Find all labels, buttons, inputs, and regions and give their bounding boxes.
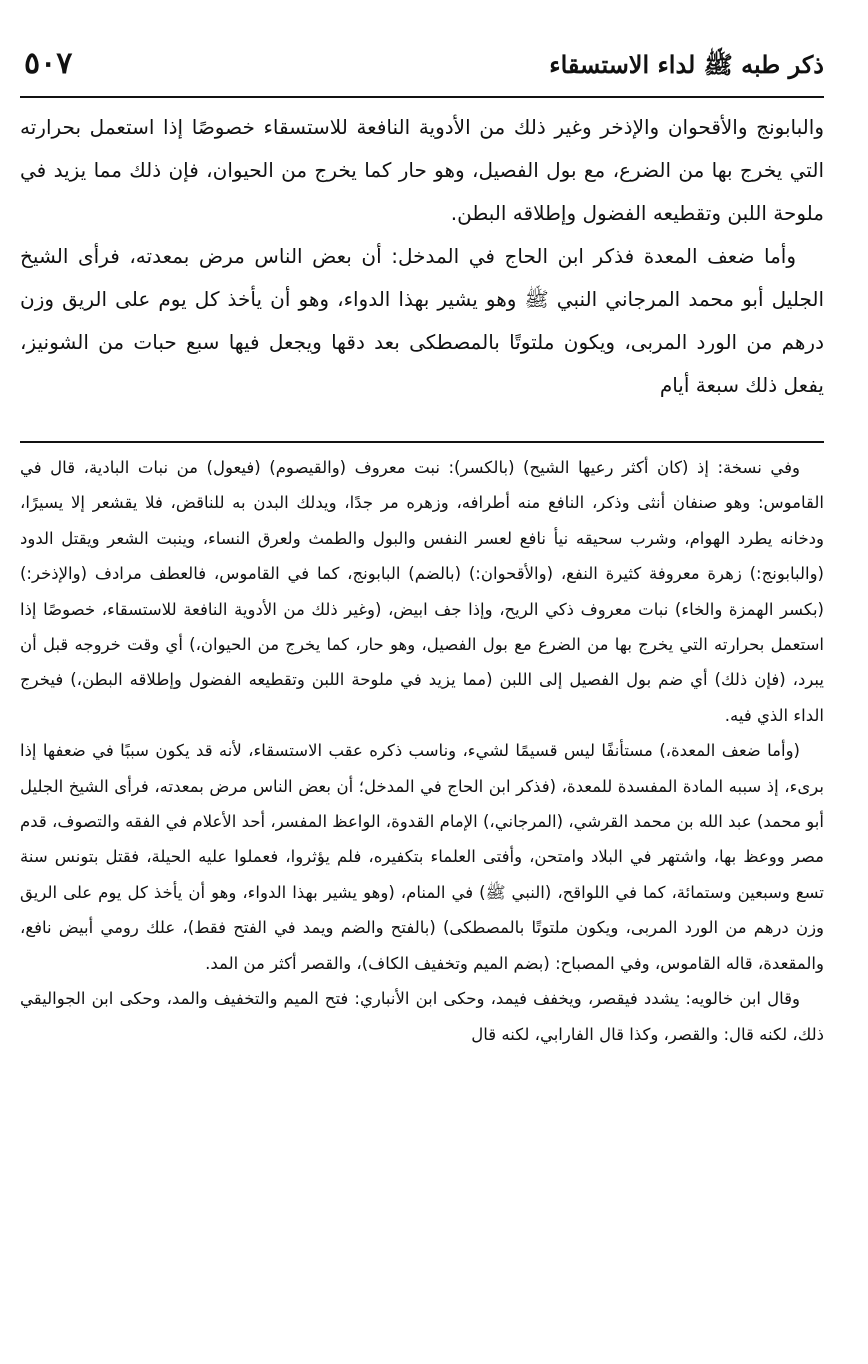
main-text xyxy=(20,106,824,407)
main-paragraph: والبابونج والأقحوان والإذخر وغير ذلك من الأدوية النافعة للاستسقاء خصوصًا إذا استعمل بحرارته التي يخرج بها من الضرع، مع بول الفصيل، وهو حار كما يخرج من الحيوان، فإن ذلك مما يزيد في ملوحة اللبن وتقطيعه الفضول وإطلاقه البطن. xyxy=(20,115,824,225)
footnote-paragraph: (وأما ضعف المعدة،) مستأنفًا ليس قسيمًا لشيء، وناسب ذكره عقب الاستسقاء، لأنه قد يكون سببًا في ضعفها إذا برىء، إذ سببه المادة المفسدة للمعدة، (فذكر ابن الحاج في المدخل؛ أن بعض الناس مرض بمعدته، فرأى الشيخ الجليل أبو محمد) عبد الله بن محمد القرشي، (المرجاني،) الإمام القدوة، الواعظ المفسر، أحد الأعلام في الفقه والتصوف، قدم مصر ووعظ بها، واشتهر في البلاد وامتحن، وأفتى العلماء بتكفيره، فلم يؤثروا، فعملوا عليه الحيلة، فقتل بتونس سنة تسع وسبعين وستمائة، كما في اللواقح، (النبي ﷺ) في المنام، (وهو يشير بهذا الدواء، وهو أن يأخذ كل يوم على الريق وزن درهم من الورد المربى، ويكون ملتوتًا بالمصطكى) (بالفتح والضم ويمد في الفتح فقط)، علك رومي أبيض نافع، والمقعدة، قاله القاموس، وفي المصباح: (بضم الميم وتخفيف الكاف)، والقصر أكثر من المد. xyxy=(20,741,824,973)
main-paragraph: وأما ضعف المعدة فذكر ابن الحاج في المدخل: أن بعض الناس مرض بمعدته، فرأى الشيخ الجليل أبو محمد المرجاني النبي ﷺ وهو يشير بهذا الدواء، وهو أن يأخذ كل يوم على الريق وزن درهم من الورد المربى، ويكون ملتوتًا بالمصطكى بعد دقها ويجعل فيها سبع حبات من الشونيز، يفعل ذلك سبعة أيام xyxy=(20,244,824,397)
page-header xyxy=(20,48,824,98)
running-title: ذكر طبه ﷺ لداء الاستسقاء xyxy=(549,50,824,79)
page-number: ٥٠٧ xyxy=(24,46,73,81)
footnote-paragraph: وفي نسخة: إذ (كان أكثر رعيها الشيح) (بالكسر): نبت معروف (والقيصوم) (فيعول) من نبات البادية، قال في القاموس: وهو صنفان أنثى وذكر، النافع منه أطرافه، وزهره مر جدًا، ويدلك البدن به للناقض، فلا يقشعر إلا يسيرًا، ودخانه يطرد الهوام، وشرب سحيقه نيأ نافع لعسر النفس والبول والطمث ولعرق النساء، وينبت الشعر ويقتل الدود (والبابونج:) زهرة معروفة كثيرة النفع، (والأقحوان:) (بالضم) البابونج، كما في القاموس، فالعطف مرادف (والإذخر:) (بكسر الهمزة والخاء) نبات معروف ذكي الريح، وإذا جف ابيض، (وغير ذلك من الأدوية النافعة للاستسقاء، خصوصًا إذا استعمل بحرارته التي يخرج بها من الضرع مع بول الفصيل، وهو حار، كما يخرج من الحيوان،) أي وقت خروجه قبل أن يبرد، (فإن ذلك) أي ضم بول الفصيل إلى اللبن (مما يزيد في ملوحة اللبن وتقطيعه الفضول وإطلاقه البطن،) فيخرج الداء الذي فيه. xyxy=(20,458,824,725)
commentary-footnotes xyxy=(20,450,824,1052)
footnote-divider xyxy=(20,441,824,443)
footnote-paragraph: وقال ابن خالويه: يشدد فيقصر، ويخفف فيمد، وحكى ابن الأنباري: فتح الميم والتخفيف والمد، وحكى ابن الجواليقي ذلك، لكنه قال: والقصر، وكذا قال الفارابي، لكنه قال xyxy=(20,989,824,1044)
